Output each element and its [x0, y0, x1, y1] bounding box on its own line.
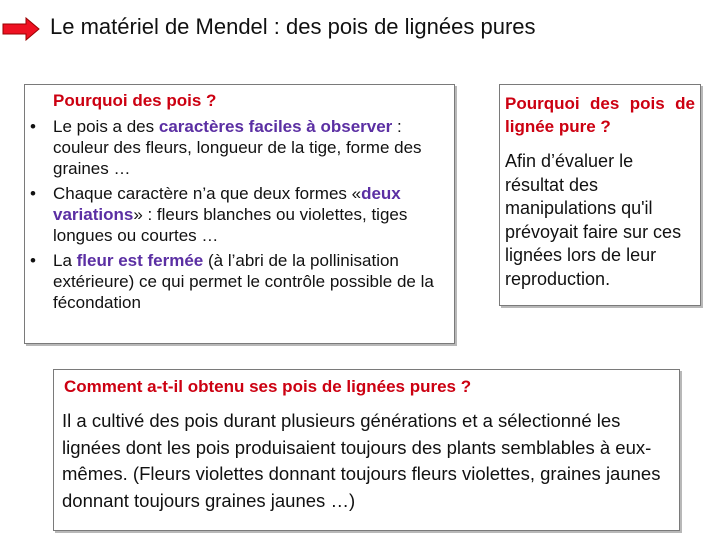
bullet-text: (à l’abri de la pollinisation extérieure) ce qui permet le contrôle possible de la fécondation	[53, 251, 434, 312]
how-obtained-text: Il a cultivé des pois durant plusieurs générations et a sélectionné les lignées dont les pois produisaient toujours des plants semblables à eux-mêmes. (Fleurs violettes donnant toujours fleurs violettes, graines jaunes donnant toujours graines jaunes …)	[62, 410, 661, 511]
bullet-text: La	[53, 251, 77, 270]
bullet-icon: •	[30, 251, 36, 270]
list-item	[30, 183, 445, 246]
right-arrow-icon	[2, 17, 40, 41]
bullet-text: : couleur des fleurs, longueur de la tige, forme des graines …	[53, 117, 422, 178]
list-item	[30, 250, 445, 313]
bullet-text: » : fleurs blanches ou violettes, tiges longues ou courtes …	[53, 205, 408, 245]
bullet-text: Le pois a des	[53, 117, 159, 136]
bullet-emphasis: deux variations	[53, 184, 401, 224]
why-peas-heading: Pourquoi des pois ?	[53, 91, 217, 110]
bullet-icon: •	[30, 117, 36, 136]
why-pure-line-text: Afin d’évaluer le résultat des manipulations qu'il prévoyait faire sur ces lignées lors de leur reproduction.	[505, 151, 682, 289]
bullet-emphasis: caractères faciles à observer	[158, 117, 393, 136]
slide-title: Le matériel de Mendel : des pois de lignées pures	[50, 14, 536, 39]
bullet-text: Chaque caractère n’a que deux formes «	[53, 184, 362, 203]
why-peas-list	[30, 116, 445, 317]
why-pure-line-heading: Pourquoi des pois de lignée pure ?	[505, 94, 695, 136]
how-obtained-heading: Comment a-t-il obtenu ses pois de lignées pures ?	[64, 377, 472, 396]
bullet-emphasis: fleur est fermée	[76, 251, 204, 270]
list-item	[30, 116, 445, 179]
bullet-icon: •	[30, 184, 36, 203]
